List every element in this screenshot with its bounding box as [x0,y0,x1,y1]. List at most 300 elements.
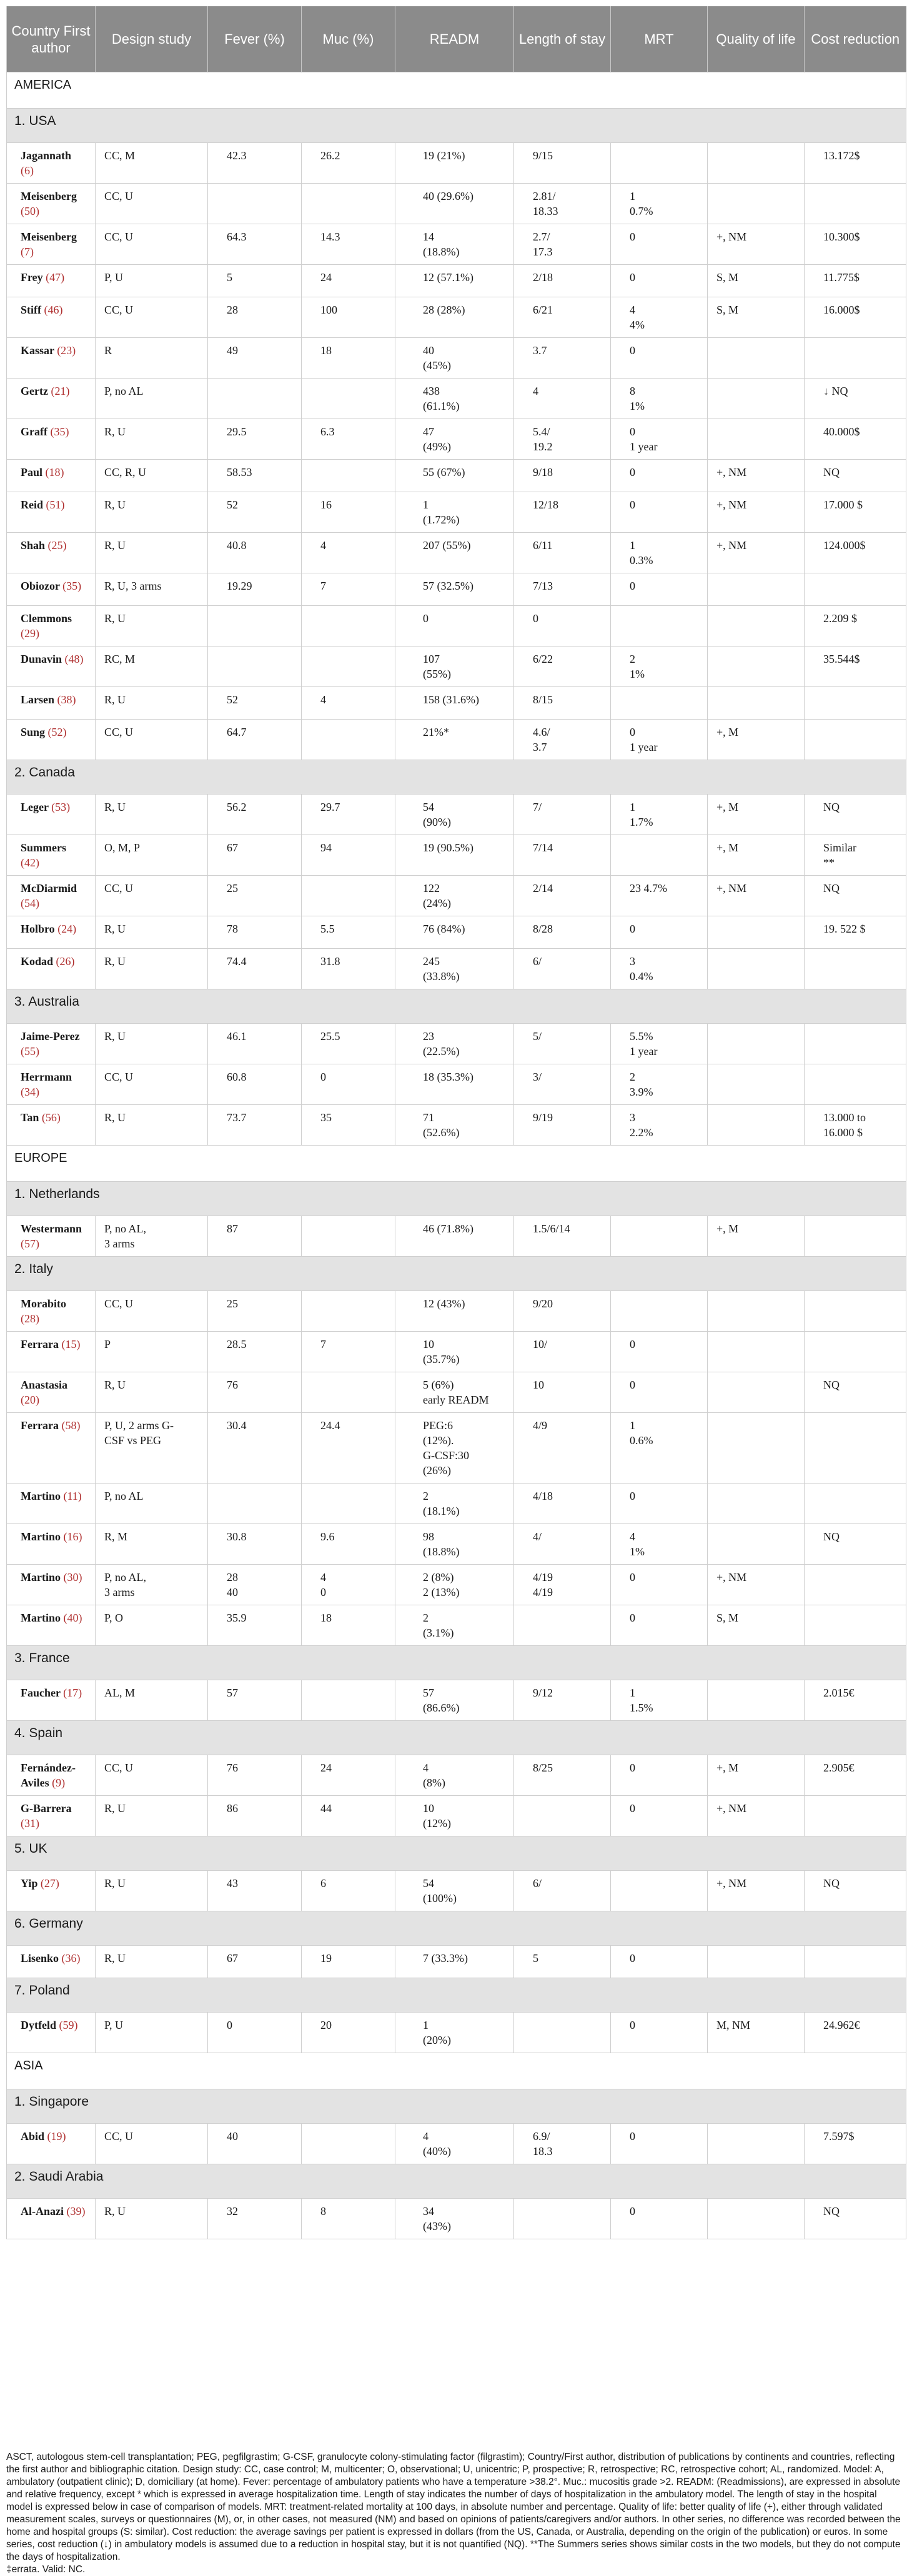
author-cell [7,720,96,760]
author-name: Martino [21,1530,61,1543]
mrt-cell [611,143,708,184]
qol-cell: +, M [708,795,805,835]
table-row [7,720,906,760]
cost-cell [805,720,906,760]
design-cell: CC, U [96,2124,208,2164]
author-name: Obiozor [21,580,60,592]
reference-link[interactable]: (25) [47,539,67,552]
reference-link[interactable]: (59) [59,2019,78,2031]
author-cell [7,1413,96,1484]
table-row [7,1216,906,1257]
table-body [7,72,906,2239]
muc-cell [302,646,395,687]
author-name: Clemmons [21,612,72,625]
readm-cell: 19 (21%) [395,143,514,184]
table-row [7,1524,906,1565]
design-cell: P, U [96,2013,208,2053]
muc-cell: 0 [302,1064,395,1105]
cost-cell [805,1064,906,1105]
readm-cell: 245 (33.8%) [395,949,514,989]
fever-cell: 52 [208,492,302,533]
muc-cell: 100 [302,297,395,338]
fever-cell: 86 [208,1796,302,1836]
reference-link[interactable]: (38) [57,693,76,706]
author-name: Faucher [21,1687,61,1699]
author-name: Tan [21,1111,39,1124]
muc-cell: 94 [302,835,395,876]
reference-link[interactable]: (53) [51,801,71,813]
los-cell: 7/13 [514,573,611,606]
author-cell [7,1484,96,1524]
reference-link[interactable]: (20) [21,1394,39,1406]
author-cell [7,1105,96,1146]
fever-cell [208,606,302,646]
mrt-cell: 0 [611,1796,708,1836]
author-name: Larsen [21,693,54,706]
cost-cell [805,338,906,379]
fever-cell: 30.8 [208,1524,302,1565]
los-cell: 6/22 [514,646,611,687]
cost-cell: 24.962€ [805,2013,906,2053]
design-cell: R, U [96,419,208,460]
author-name: Sung [21,726,46,738]
qol-cell: +, NM [708,460,805,492]
reference-link[interactable]: (54) [21,897,39,909]
author-name: Leger [21,801,49,813]
country-label: 5. UK [7,1836,906,1871]
table-row [7,492,906,533]
author-name: Paul [21,466,43,478]
design-cell: AL, M [96,1680,208,1721]
author-cell [7,1946,96,1978]
fever-cell: 40 [208,2124,302,2164]
country-row [7,1911,906,1946]
author-cell [7,1565,96,1605]
country-row [7,109,906,143]
table-row [7,1946,906,1978]
los-cell [514,2199,611,2239]
cost-cell [805,1216,906,1257]
muc-cell: 4 [302,687,395,720]
reference-link[interactable]: (26) [56,955,75,968]
los-cell: 0 [514,606,611,646]
author-cell [7,265,96,297]
reference-link[interactable]: (42) [21,856,39,869]
author-cell [7,1372,96,1413]
muc-cell: 25.5 [302,1024,395,1064]
author-name: Dunavin [21,653,62,665]
qol-cell [708,916,805,949]
table-header [7,6,906,72]
author-name: Reid [21,498,43,511]
muc-cell: 24.4 [302,1413,395,1484]
country-label: 1. Netherlands [7,1182,906,1216]
reference-link[interactable]: (40) [63,1612,82,1624]
fever-cell: 60.8 [208,1064,302,1105]
table-row [7,1605,906,1646]
design-cell: P, no AL [96,1484,208,1524]
cost-cell: ↓ NQ [805,379,906,419]
muc-cell: 14.3 [302,224,395,265]
author-name: Kodad [21,955,54,968]
qol-cell [708,1291,805,1332]
author-name: Lisenko [21,1952,59,1964]
table-row [7,1024,906,1064]
mrt-cell: 0 [611,2199,708,2239]
qol-cell: +, NM [708,1871,805,1911]
author-name: Al-Anazi [21,2205,64,2217]
readm-cell: 12 (43%) [395,1291,514,1332]
mrt-cell: 1 0.7% [611,184,708,224]
cost-cell: 11.775$ [805,265,906,297]
reference-link[interactable]: (6) [21,164,34,177]
fever-cell [208,646,302,687]
table-row [7,1565,906,1605]
mrt-cell: 23 4.7% [611,876,708,916]
los-cell: 8/28 [514,916,611,949]
qol-cell: +, NM [708,1565,805,1605]
author-cell [7,338,96,379]
los-cell [514,2013,611,2053]
reference-link[interactable]: (17) [63,1687,82,1699]
column-header: MRT [611,6,708,72]
table-row [7,1105,906,1146]
qol-cell [708,1332,805,1372]
readm-cell: 98 (18.8%) [395,1524,514,1565]
design-cell: R, U [96,795,208,835]
design-cell: R, U [96,1105,208,1146]
column-header: Design study [96,6,208,72]
cost-cell [805,1024,906,1064]
qol-cell [708,2124,805,2164]
los-cell: 9/15 [514,143,611,184]
readm-cell: 1 (1.72%) [395,492,514,533]
table-row [7,916,906,949]
reference-link[interactable]: (9) [52,1776,66,1789]
fever-cell: 49 [208,338,302,379]
los-cell: 6/ [514,949,611,989]
fever-cell: 64.3 [208,224,302,265]
los-cell: 2/14 [514,876,611,916]
los-cell: 8/15 [514,687,611,720]
design-cell: R, U [96,1372,208,1413]
reference-link[interactable]: (16) [63,1530,82,1543]
author-cell [7,1680,96,1721]
cost-cell: 2.905€ [805,1755,906,1796]
author-cell [7,835,96,876]
cost-cell: 10.300$ [805,224,906,265]
qol-cell: +, M [708,835,805,876]
table-row [7,297,906,338]
table-row [7,1796,906,1836]
author-name: Meisenberg [21,190,77,202]
reference-link[interactable]: (11) [63,1490,82,1502]
reference-link[interactable]: (21) [51,385,70,397]
design-cell: CC, M [96,143,208,184]
design-cell: R, U [96,1024,208,1064]
table-row [7,1372,906,1413]
fever-cell: 28.5 [208,1332,302,1372]
qol-cell: +, NM [708,533,805,573]
los-cell: 6/ [514,1871,611,1911]
mrt-cell: 0 1 year [611,720,708,760]
muc-cell: 24 [302,265,395,297]
muc-cell: 20 [302,2013,395,2053]
cost-cell: 7.597$ [805,2124,906,2164]
country-row [7,760,906,795]
readm-cell: 47 (49%) [395,419,514,460]
los-cell: 4/18 [514,1484,611,1524]
reference-link[interactable]: (7) [21,245,34,258]
readm-cell: 158 (31.6%) [395,687,514,720]
table-row [7,2013,906,2053]
cost-cell: 2.209 $ [805,606,906,646]
author-cell [7,224,96,265]
los-cell: 2/18 [514,265,611,297]
author-cell [7,687,96,720]
country-row [7,1836,906,1871]
los-cell: 12/18 [514,492,611,533]
reference-link[interactable]: (34) [21,1086,39,1098]
cost-cell: NQ [805,460,906,492]
mrt-cell [611,835,708,876]
reference-link[interactable]: (15) [61,1338,81,1350]
los-cell: 8/25 [514,1755,611,1796]
design-cell: R, U [96,1796,208,1836]
los-cell: 4.6/ 3.7 [514,720,611,760]
muc-cell: 19 [302,1946,395,1978]
los-cell: 9/20 [514,1291,611,1332]
author-name: Stiff [21,304,41,316]
design-cell: R, U [96,1946,208,1978]
los-cell: 2.7/ 17.3 [514,224,611,265]
country-row [7,1978,906,2013]
reference-link[interactable]: (29) [21,627,39,640]
mrt-cell: 0 [611,2013,708,2053]
table-row [7,876,906,916]
qol-cell [708,1946,805,1978]
author-cell [7,1064,96,1105]
muc-cell: 24 [302,1755,395,1796]
design-cell: R, U [96,916,208,949]
design-cell: CC, U [96,720,208,760]
reference-link[interactable]: (36) [61,1952,81,1964]
author-cell [7,2124,96,2164]
reference-link[interactable]: (50) [21,205,39,217]
qol-cell: +, NM [708,1796,805,1836]
author-cell [7,1216,96,1257]
fever-cell: 67 [208,1946,302,1978]
reference-link[interactable]: (24) [57,923,77,935]
reference-link[interactable]: (48) [64,653,84,665]
qol-cell: +, NM [708,492,805,533]
qol-cell: S, M [708,1605,805,1646]
qol-cell [708,1105,805,1146]
table-row [7,606,906,646]
readm-cell: 207 (55%) [395,533,514,573]
mrt-cell: 0 [611,2124,708,2164]
reference-link[interactable]: (47) [46,271,65,284]
author-name: Martino [21,1571,61,1583]
qol-cell [708,1024,805,1064]
fever-cell: 19.29 [208,573,302,606]
table-row [7,419,906,460]
reference-link[interactable]: (18) [45,466,64,478]
reference-link[interactable]: (39) [66,2205,86,2217]
readm-cell: 57 (32.5%) [395,573,514,606]
reference-link[interactable]: (46) [44,304,63,316]
los-cell: 9/12 [514,1680,611,1721]
reference-link[interactable]: (51) [46,498,65,511]
design-cell: R, U [96,949,208,989]
qol-cell [708,646,805,687]
author-cell [7,646,96,687]
reference-link[interactable]: (35) [50,425,69,438]
design-cell: P, U [96,265,208,297]
mrt-cell: 3 2.2% [611,1105,708,1146]
mrt-cell: 0 1 year [611,419,708,460]
author-cell [7,916,96,949]
mrt-cell: 1 1.7% [611,795,708,835]
reference-link[interactable]: (28) [21,1312,39,1325]
author-cell [7,1796,96,1836]
fever-cell: 29.5 [208,419,302,460]
country-label: 7. Poland [7,1978,906,2013]
fever-cell: 35.9 [208,1605,302,1646]
fever-cell: 76 [208,1755,302,1796]
author-name: Jaime-Perez [21,1030,80,1043]
header-row [7,6,906,72]
reference-link[interactable]: (19) [47,2130,66,2143]
readm-cell: 71 (52.6%) [395,1105,514,1146]
readm-cell: 46 (71.8%) [395,1216,514,1257]
reference-link[interactable]: (58) [61,1419,81,1432]
fever-cell: 42.3 [208,143,302,184]
muc-cell [302,606,395,646]
muc-cell: 44 [302,1796,395,1836]
fever-cell [208,184,302,224]
author-name: Martino [21,1490,61,1502]
reference-link[interactable]: (27) [40,1877,59,1890]
country-label: 1. USA [7,109,906,143]
readm-cell: 54 (100%) [395,1871,514,1911]
readm-cell: 76 (84%) [395,916,514,949]
reference-link[interactable]: (52) [47,726,67,738]
fever-cell: 73.7 [208,1105,302,1146]
muc-cell: 6.3 [302,419,395,460]
fever-cell: 43 [208,1871,302,1911]
fever-cell: 78 [208,916,302,949]
readm-cell: 0 [395,606,514,646]
country-row [7,1182,906,1216]
qol-cell: +, NM [708,876,805,916]
design-cell: P, no AL, 3 arms [96,1565,208,1605]
fever-cell: 28 [208,297,302,338]
mrt-cell: 1 0.6% [611,1413,708,1484]
author-cell [7,419,96,460]
author-name: Jagannath [21,149,72,162]
los-cell: 7/ [514,795,611,835]
cost-cell [805,1946,906,1978]
muc-cell: 8 [302,2199,395,2239]
cost-cell [805,1332,906,1372]
cost-cell [805,573,906,606]
design-cell: R, U [96,1871,208,1911]
design-cell: CC, U [96,297,208,338]
qol-cell [708,1524,805,1565]
mrt-cell: 0 [611,1565,708,1605]
qol-cell [708,143,805,184]
author-name: Fernández-Aviles [21,1761,76,1789]
country-row [7,2089,906,2124]
author-cell [7,1871,96,1911]
los-cell: 4 [514,379,611,419]
column-header: Country First author [7,6,96,72]
muc-cell: 4 [302,533,395,573]
fever-cell: 64.7 [208,720,302,760]
los-cell [514,1796,611,1836]
country-label: 3. France [7,1646,906,1680]
table-row [7,460,906,492]
mrt-cell: 1 1.5% [611,1680,708,1721]
fever-cell: 52 [208,687,302,720]
reference-link[interactable]: (56) [41,1111,61,1124]
country-row [7,1721,906,1755]
design-cell: P [96,1332,208,1372]
reference-link[interactable]: (35) [62,580,82,592]
reference-link[interactable]: (31) [21,1817,39,1830]
reference-link[interactable]: (30) [63,1571,82,1583]
cost-cell [805,1565,906,1605]
continent-row [7,1146,906,1182]
cost-cell [805,1796,906,1836]
design-cell: CC, U [96,1291,208,1332]
readm-cell: 10 (35.7%) [395,1332,514,1372]
table-row [7,687,906,720]
design-cell: CC, U [96,184,208,224]
author-name: Herrmann [21,1071,72,1083]
cost-cell: 40.000$ [805,419,906,460]
country-row [7,2164,906,2199]
reference-link[interactable]: (55) [21,1045,39,1058]
fever-cell: 56.2 [208,795,302,835]
mrt-cell [611,606,708,646]
footnote-errata: ‡errata. Valid: NC. [6,2564,86,2575]
muc-cell [302,2124,395,2164]
mrt-cell: 8 1% [611,379,708,419]
muc-cell: 26.2 [302,143,395,184]
country-label: 4. Spain [7,1721,906,1755]
qol-cell [708,379,805,419]
qol-cell [708,1680,805,1721]
fever-cell: 76 [208,1372,302,1413]
cost-cell: NQ [805,2199,906,2239]
muc-cell [302,1216,395,1257]
readm-cell: 21%* [395,720,514,760]
reference-link[interactable]: (23) [57,344,76,357]
muc-cell: 5.5 [302,916,395,949]
fever-cell: 25 [208,876,302,916]
readm-cell: 14 (18.8%) [395,224,514,265]
author-cell [7,533,96,573]
reference-link[interactable]: (57) [21,1237,39,1250]
table-row [7,2124,906,2164]
design-cell: RC, M [96,646,208,687]
muc-cell: 31.8 [302,949,395,989]
readm-cell: 4 (40%) [395,2124,514,2164]
mrt-cell: 0 [611,265,708,297]
mrt-cell: 0 [611,338,708,379]
